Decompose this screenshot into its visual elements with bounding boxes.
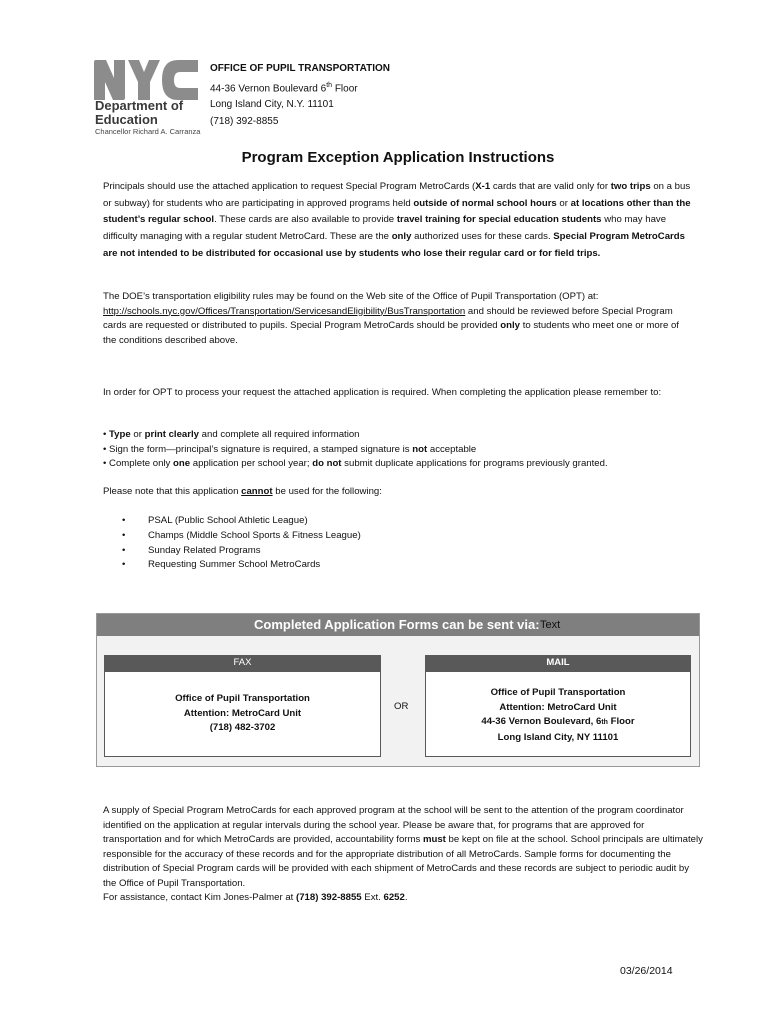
office-address-block	[210, 61, 390, 130]
dept-line2: Education	[95, 112, 158, 127]
exclusion-note: Please note that this application cannot be used for the following:	[103, 486, 382, 497]
document-date: 03/26/2014	[620, 965, 673, 977]
mail-details: Office of Pupil Transportation Attention: MetroCard Unit 44-36 Vernon Boulevard, 6th Floor Long Island City, NY 11101	[425, 671, 691, 757]
requirement-item: • Type or print clearly and complete all required information	[103, 429, 360, 440]
exclusion-item: • Champs (Middle School Sports & Fitness League)	[122, 529, 361, 541]
eligibility-link[interactable]: http://schools.nyc.gov/Offices/Transportation/ServicesandEligibility/BusTransportation	[103, 305, 466, 317]
requirements-list	[103, 428, 608, 472]
submission-heading-tail: Text	[540, 619, 561, 631]
eligibility-paragraph: The DOE’s transportation eligibility rules may be found on the Web site of the Office of Pupil Transportation (OPT) at: http://schools.nyc.gov/Offices/Transportation/ServicesandEligibility/BusTransportation and should be reviewed before Special Program cards are requested or distributed to pupils. Special Program MetroCards should be provided only to students who meet one or more of the conditions described above.	[103, 291, 679, 346]
submission-heading-text: Completed Application Forms can be sent via:	[254, 617, 540, 632]
mail-header: MAIL	[425, 655, 691, 671]
process-paragraph: In order for OPT to process your request the attached application is required. When completing the application please remember to:	[103, 387, 662, 398]
intro-paragraph: Principals should use the attached application to request Special Program MetroCards (X-1 cards that are valid only for two trips on a bus or subway) for students who are participating in approved programs held outside of normal school hours or at locations other than the student’s regular school. These cards are also available to provide travel training for special education students who may have difficulty managing with a regular student MetroCard. These are the only authorized uses for these cards. Special Program MetroCards are not intended to be distributed for occasional use by students who lose their regular card or for field trips.	[103, 181, 691, 259]
nyc-logo	[94, 60, 198, 100]
closing-paragraph: A supply of Special Program MetroCards for each approved program at the school will be sent to the attention of the program coordinator identified on the application at regular intervals during the school year. Please be aware that, for programs that are approved for transportation and for which MetroCards are provided, accountability forms must be kept on file at the school. School principals are ultimately responsible for the accuracy of these records and for the appropriate distribution of all MetroCards. Sample forms for documenting the distribution of Special Program cards will be provided with each shipment of MetroCards and these records are subject to periodic audit by the Office of Pupil Transportation. For assistance, contact Kim Jones-Palmer at (718) 392-8855 Ext. 6252.	[103, 805, 703, 903]
office-title: OFFICE OF PUPIL TRANSPORTATION	[210, 63, 390, 74]
page-title: Program Exception Application Instructions	[241, 149, 555, 166]
exclusion-list	[122, 514, 361, 573]
fax-header: FAX	[104, 655, 381, 671]
chancellor-line: Chancellor Richard A. Carranza	[95, 127, 201, 136]
fax-details: Office of Pupil Transportation Attention: MetroCard Unit (718) 482-3702	[104, 671, 381, 757]
submission-box-heading	[97, 614, 699, 636]
dept-line1: Department of	[95, 98, 184, 113]
office-city: Long Island City, N.Y. 11101	[210, 99, 334, 111]
exclusion-item: • Requesting Summer School MetroCards	[122, 559, 321, 571]
exclusion-item: • Sunday Related Programs	[122, 544, 261, 556]
office-address: 44-36 Vernon Boulevard 6th Floor	[210, 81, 358, 94]
requirement-item: • Sign the form—principal’s signature is required, a stamped signature is not acceptable	[103, 443, 477, 455]
department-name	[95, 99, 183, 127]
office-phone: (718) 392-8855	[210, 115, 279, 127]
or-separator: OR	[394, 701, 409, 712]
exclusion-item: • PSAL (Public School Athletic League)	[122, 515, 308, 526]
requirement-item: • Complete only one application per school year; do not submit duplicate applications for programs previously granted.	[103, 458, 608, 469]
